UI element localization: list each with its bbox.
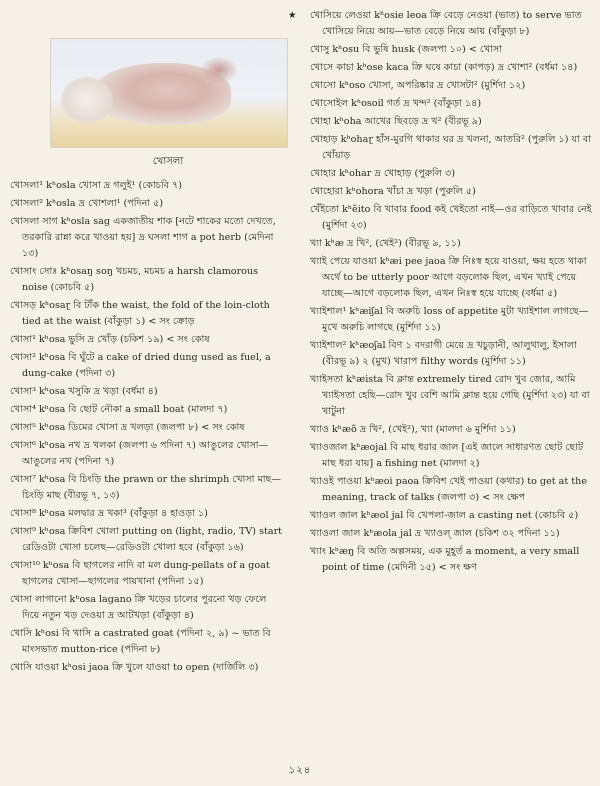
dictionary-entry: খোসলা¹ kʰosla খোসা দ্র গলুই¹ (কোচবি ৭) [10, 180, 182, 191]
dictionary-entry: খোসা⁹ kʰosa ক্রিবিশ খোলা putting on (light, radio, TV) start রেডিওটা খোসা চলেছ—রেডিওটা খোলা হবে (বাঁকুড়া ১৬) [10, 526, 283, 553]
dictionary-entry: খোসা⁴ kʰosa বি ছোট নৌকা a small boat (মালদা ৭) [10, 404, 228, 415]
dictionary-entry: খ্যাওই পাওয়া kʰæoi paoa ক্রিবিশ খেই পাওয়া (কথার) to get at the meaning, track of talks (জলপা ৩) < সং ক্ষেপ [310, 476, 587, 503]
dictionary-entry: খোসা¹ kʰosa ভুসি দ্র খোঁড় (চকিশ ১৯) < সং কোষ [10, 334, 210, 345]
dictionary-entry: খ্যাই পেয়ে যাওয়া kʰæi pee jaoa ক্রি নিঃস্ব হয়ে যাওয়া, ক্ষয় হতে থাকা অর্থে to be utterly poor আগে বড়লোক ছিল, এখন খ্যাই পেয়ে যাচ্ছে—আগে বড়লোক ছিল, এখন নিঃস্ব হয়ে যাচ্ছে (বর্ধমা ৫) [310, 256, 587, 299]
dictionary-entry: খোসা⁶ kʰosa নখ দ্র খলকা (জলপা ৬ পদিনা ৭) আঙুলের খোসা—আঙুলের নখ (পদিনা ৭) [10, 440, 269, 467]
dictionary-entry: খ্যা kʰæ দ্র খি², (খেই²) (বীরভূ ৯, ১১) [310, 238, 461, 249]
dictionary-entry: খ্যাওল জাল kʰæol jal বি খেপলা-জাল a casting net (কোচবি ৫) [310, 510, 579, 521]
dictionary-entry: খোসে কাচা kʰose kaca ক্রি ঘষে কাচা (কাপড়) দ্র খোশা² (বর্ধমা ১৪) [310, 62, 578, 73]
dictionary-entry: খোসি যাওয়া kʰosi jaoa ক্রি খুলে যাওয়া to open (দার্জিলি ৩) [10, 662, 259, 673]
dictionary-entry: খোসোইল kʰosoil গর্ত দ্র খন্দ² (বাঁকুড়া ১৪) [310, 98, 482, 109]
entry-text: খোসিয়ে লেওয়া kʰosie leoa ক্রি বেড়ে নেওয়া (ভাত) to serve ভাত খোসিয়ে নিয়ে আয়—ভাত বেড়ে নিয়ে আয় (বাঁকুড়া ৮) [310, 10, 582, 37]
dictionary-entry: খ্যাইশাল¹ kʰæiʃal বি অরুচি loss of appetite মুটা খ্যাইশাল লাগছে—মুখে অরুচি লাগছে (মুর্শিদা ১১) [310, 306, 589, 333]
dictionary-entry: খেঁইতো kʰẽito বি খাবার food কই খেইতো নাই—ওর বাড়িতে খাবার নেই (মুর্শিদা ২৩) [310, 204, 592, 231]
dictionary-entry: খ্যাওজাল kʰæojal বি মাছ ধরার জাল [এই জালে সাধারণত ছোট ছোট মাছ ধরা যায়] a fishing net (মালদা ২) [310, 442, 584, 469]
right-column [288, 8, 592, 578]
dictionary-entry: খোসলা² kʰosla দ্র খোশলা¹ (পদিনা ৫) [10, 198, 164, 209]
dictionary-entry: খোসো kʰoso খোসা, অপরিষ্কার দ্র খোসটা² (মুর্শিদা ১২) [310, 80, 526, 91]
dictionary-entry: খোহা kʰoha আখের ছিবড়ে দ্র খ² (বীরভূ ৯) [310, 116, 482, 127]
goat-head-shape [61, 77, 113, 123]
dictionary-entry: খ্যাইসতা kʰæista বি ক্লান্ত extremely tired রোদ খুব জোর, আমি খ্যাইসতা হেছি—রোদ খুব বেশি আমি ক্লান্ত হয়ে গেছি (মুর্শিদা ২৩) যা বা খাটুনা [310, 374, 590, 417]
dictionary-entry: খোহোরা kʰohora খাঁচা দ্র খড়া (পুরুলি ৫) [310, 186, 476, 197]
goat-photo [50, 38, 288, 148]
left-column [10, 8, 286, 678]
dictionary-entry: খোসা² kʰosa বি ঘুঁটে a cake of dried dung used as fuel, a dung-cake (পদিনা ৩) [10, 352, 271, 379]
dictionary-entry: খোসা⁵ kʰosa ডিমের খোসা দ্র খলড়া (জলপা ৮) < সং কোষ [10, 422, 245, 433]
figure-caption: খোসলা [152, 156, 184, 167]
dictionary-entry: খ্যাং kʰæŋ বি অতি অল্পসময়, এক মুহূর্ত a moment, a very small point of time (মেদিনী ১৫) < সং ক্ষণ [310, 546, 580, 573]
dictionary-entry: খোসড় kʰosaɽ বি টাঁক the waist, the fold of the loin-cloth tied at the waist (বাঁকুড়া ১) < সং ক্রোড় [10, 300, 270, 327]
dictionary-entry: খোসা লাগানো kʰosa lagano ক্রি খড়ের চালের পুরনো খড় ফেলে দিয়ে নতুন খড় দেওয়া দ্র আটখড়া (বাঁকুড়া ৪) [10, 594, 267, 621]
dictionary-entry: খোসাং সোঃ kʰosaŋ soŋ খচমচ, মচমচ a harsh clamorous noise (কোচবি ৫) [10, 266, 259, 293]
dictionary-entry: ★ খোসিয়ে লেওয়া kʰosie leoa ক্রি বেড়ে নেওয়া (ভাত) to serve ভাত খোসিয়ে নিয়ে আয়—ভাত বেড়ে নিয়ে আয় (বাঁকুড়া ৮) [288, 10, 582, 37]
left-entry-list [10, 178, 286, 676]
dictionary-entry: খোসা¹⁰ kʰosa বি ছাগলের নাদি বা মল dung-pellats of a goat ছাগলের খোসা—ছাগলের পায়খানা (পদিনা ১৫) [10, 560, 270, 587]
page-number: ১২৪ [288, 765, 312, 776]
dictionary-entry: খ্যাইশাল² kʰæoʃal বিণ ১ বদরাগী মেয়ে দ্র খচুড়ানী, আলুথালু, ইসালা (বীরভূ ৯) ২ (মুখ) খারাপ filthy words (মুর্শিদা ১১) [310, 340, 577, 367]
dictionary-entry: খোসলা সাগ kʰosla sag একজাতীয় শাক [নটে শাকের মতো দেখতে, তরকারি রান্না করে খাওয়া হয়] দ্র ঘসলা শাগ a pot herb (মেদিনা ১৩) [10, 216, 276, 259]
goat-ear-shape [201, 57, 237, 83]
dictionary-entry: খোসা⁷ kʰosa বি চিংড়ি the prawn or the shrimph খোসা মাছ—চিংড়ি মাছ (বীরভূ ৭, ১৩) [10, 474, 281, 501]
dictionary-entry: খোহাড় kʰohaɽ হাঁস-মুরগি থাকার ঘর দ্র খলনা, আতরি² (পুরুলি ১) যা বা খোঁয়াড় [310, 134, 591, 161]
dictionary-entry: খোসি kʰosi বি খাসি a castrated goat (পদিনা ২, ৯) ~ ভাত বি মাংসভাত mutton-rice (পদিনা ৮) [10, 628, 271, 655]
dictionary-entry: খোহার kʰohar দ্র খোহাড় (পুরুলি ৩) [310, 168, 456, 179]
dictionary-entry: খ্যাও kʰæõ দ্র খি², (খেই²), খ্যা (মালদা ৬ মুর্শিদা ১১) [310, 424, 516, 435]
dictionary-entry: খ্যাওলা জাল kʰæola jal দ্র খ্যাওল্ জাল (চকিশ ৩২ পদিনা ১১) [310, 528, 560, 539]
dictionary-entry: খোসু kʰosu বি ভুষি husk (জলপা ১০) < খোসা [310, 44, 503, 55]
dictionary-entry: খোসা³ kʰosa খসুকি দ্র খড়া (বর্ধমা ৪) [10, 386, 158, 397]
dictionary-entry: খোসা⁸ kʰosa মলদ্বার দ্র খকা³ (বাঁকুড়া ৪ হাওড়া ১) [10, 508, 208, 519]
